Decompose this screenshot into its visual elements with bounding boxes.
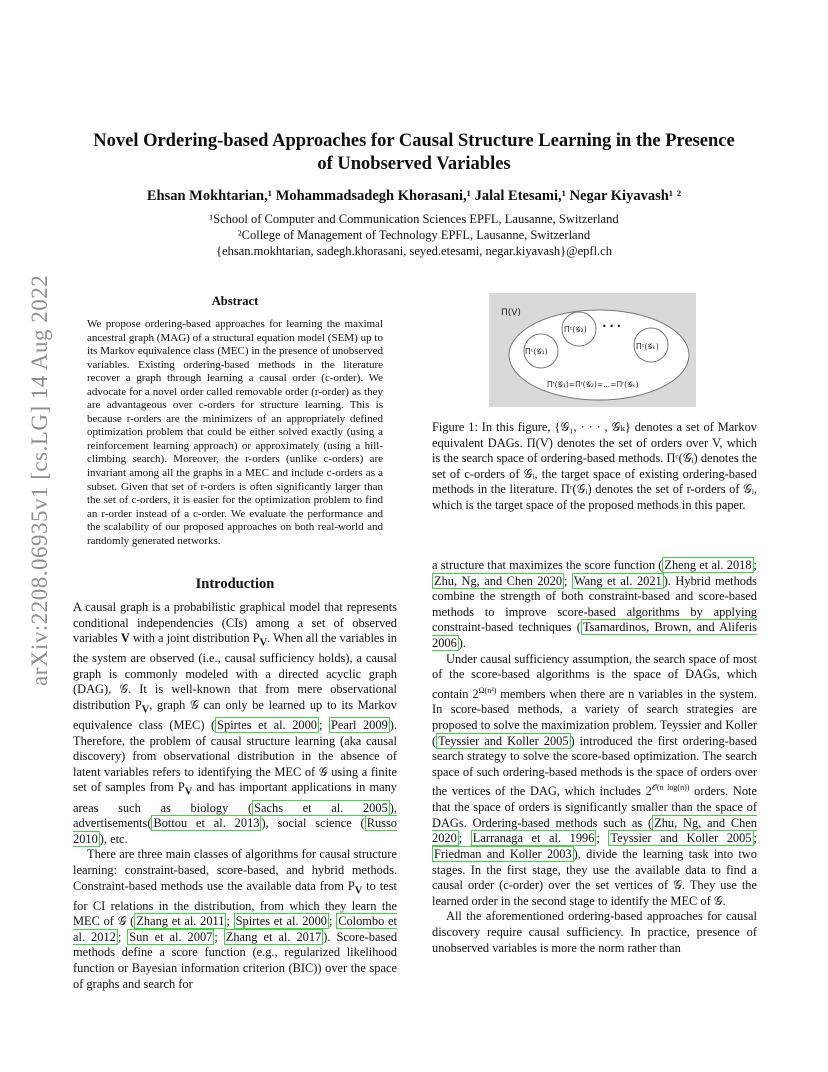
var-v: V bbox=[120, 631, 130, 646]
email-list: {ehsan.mokhtarian, sadegh.khorasani, seyed.etesami, negar.kiyavash}@epfl.ch bbox=[216, 244, 612, 258]
right-paragraph-2 bbox=[432, 652, 757, 910]
label-r-orders: Πʳ(𝒢₁)=Πʳ(𝒢₂)=...=Πʳ(𝒢ₖ) bbox=[547, 380, 639, 389]
text: A causal graph is a probabilistic graphical model that represents conditional independencies (CIs) among a set of observed variables bbox=[73, 600, 397, 646]
text: ). Hybrid methods combine the strength of both constraint-based and score-based methods to improve score-based algorithms by applying constraint-based techniques ( bbox=[432, 573, 757, 635]
figure-1-caption: Figure 1: In this figure, {𝒢₁, · · · , 𝒢ₖ} denotes a set of Markov equivalent DAGs. Π(V) denotes the set of orders over V, which is the search space of ordering-based methods. Πᶜ(𝒢ᵢ) denotes the set of c-orders of 𝒢ᵢ, the target space of existing ordering-based methods in the literature. Πʳ(𝒢ᵢ) denotes the set of r-orders of 𝒢ᵢ, which is the target space of the proposed methods in this paper. bbox=[432, 420, 757, 512]
text: There are three main classes of algorithms for causal structure learning: constraint-based, score-based, and hybrid methods. Constraint-based methods use the available data from P bbox=[73, 847, 397, 893]
text: ), social science ( bbox=[261, 816, 365, 831]
text: ; bbox=[117, 929, 128, 944]
citation-link[interactable]: Sachs et al. 2005 bbox=[254, 800, 388, 815]
ellipsis-dots: • • • bbox=[602, 322, 622, 331]
text: with a joint distribution P bbox=[129, 631, 260, 646]
text: ), divide the learning task into two stages. In the first stage, they use the available data to find a causal order (c-order) over the set vertices of 𝒢. They use the learned order in the second stage to identify the MEC of 𝒢. bbox=[432, 846, 757, 908]
abstract-text: We propose ordering-based approaches for learning the maximal ancestral graph (MAG) of a structural equation model (SEM) up to its Markov equivalence class (MEC) in the presence of unobserved variables. Existing ordering-based methods in the literature recover a graph through learning a causal order (c-order). We advocate for a novel order called removable order (r-order) as they are advantageous over c-orders for structure learning. This is because r-orders are the minimizers of an appropriately defined optimization problem that could be either solved exactly (using a reinforcement learning approach) or approximately (using a hill-climbing search). Moreover, the r-orders (unlike c-orders) are invariant among all the graphs in a MEC and include c-orders as a subset. Given that set of r-orders is often significantly larger than the set of c-orders, it is easier for the optimization problem to find an r-order instead of a c-order. We evaluate the performance and the scalability of our proposed approaches on both real-world and randomly generated networks. bbox=[87, 318, 383, 547]
sub-v: V bbox=[141, 704, 150, 716]
superscript: 𝒪(n log(n)) bbox=[651, 783, 690, 793]
label-pic-gk: Πᶜ(𝒢ₖ) bbox=[636, 342, 659, 351]
text: ; bbox=[329, 914, 337, 929]
introduction-heading: Introduction bbox=[195, 576, 275, 592]
text: ; bbox=[753, 558, 757, 572]
citation-link[interactable]: Bottou et al. 2013 bbox=[153, 816, 260, 831]
affiliation-2: ²College of Management of Technology EPFL, Lausanne, Switzerland bbox=[237, 228, 591, 242]
citation-link[interactable]: Zheng et al. 2018 bbox=[664, 558, 752, 572]
introduction-left-column bbox=[73, 600, 397, 992]
right-paragraph-3: All the aforementioned ordering-based approaches for causal discovery require causal sufficiency. In practice, presence of unobserved variables is more the norm rather than bbox=[432, 909, 757, 955]
citation-link[interactable]: Zhu, Ng, and Chen 2020 bbox=[434, 573, 563, 588]
text: ; bbox=[564, 573, 572, 588]
paper-title bbox=[70, 130, 758, 176]
citation-link[interactable]: Colombo et al. 2012 bbox=[73, 914, 397, 944]
right-paragraph-1 bbox=[432, 558, 757, 652]
citation-link[interactable]: Zhu, Ng, and Chen 2020 bbox=[432, 815, 758, 846]
citation-link[interactable]: Zhang et al. 2017 bbox=[225, 929, 322, 944]
text: ). Therefore, the problem of causal structure learning (aka causal discovery) from observational distribution in the absence of latent variables refers to identifying the MEC of 𝒢 using a finite set of samples from P bbox=[73, 718, 398, 795]
text: ; bbox=[226, 914, 234, 929]
text: . When all the variables in the system are observed (i.e., causal sufficiency holds), a causal graph is commonly modeled with a directed acyclic graph (DAG), 𝒢. It is well-known that from mere observational distribution P bbox=[73, 631, 397, 713]
text: , graph 𝒢 can only be learned up to its Markov equivalence class (MEC) ( bbox=[73, 698, 397, 733]
citation-link[interactable]: Zhang et al. 2011 bbox=[136, 914, 225, 929]
text: and has important applications in many areas such as biology ( bbox=[73, 780, 397, 815]
text: ). bbox=[458, 635, 467, 650]
citation-link[interactable]: Teyssier and Koller 2005 bbox=[610, 831, 752, 846]
sub-v: V bbox=[354, 884, 363, 896]
citation-link[interactable]: Spirtes et al. 2000 bbox=[217, 718, 317, 733]
intro-paragraph-1 bbox=[73, 600, 397, 847]
text: ) introduced the first ordering-based search strategy to solve the score-based optimization. The search space of such ordering-based methods is the space of orders over the vertices of the DAG, which includes 2 bbox=[432, 733, 757, 799]
text: ; bbox=[458, 831, 471, 846]
text: ). Score-based methods define a score function (e.g., regularized likelihood function or Bayesian information criterion (BIC)) over the space of graphs and search for bbox=[73, 929, 398, 991]
citation-link[interactable]: Teyssier and Koller 2005 bbox=[438, 733, 569, 748]
arxiv-identifier: arXiv:2208.06935v1 [cs.LG] 14 Aug 2022 bbox=[27, 274, 52, 686]
sub-v: V bbox=[184, 786, 193, 798]
abstract-heading: Abstract bbox=[211, 294, 259, 308]
figure-1-diagram bbox=[489, 293, 696, 407]
title-line-1: Novel Ordering-based Approaches for Causal Structure Learning in the Presence bbox=[93, 131, 735, 151]
title-line-2: of Unobserved Variables bbox=[317, 154, 511, 174]
superscript: Ω(n²) bbox=[478, 685, 497, 695]
text: ; bbox=[318, 718, 329, 733]
citation-link[interactable]: Spirtes et al. 2000 bbox=[235, 914, 328, 929]
intro-paragraph-2 bbox=[73, 847, 397, 992]
introduction-right-column bbox=[432, 558, 757, 956]
affiliation-1: ¹School of Computer and Communication Sciences EPFL, Lausanne, Switzerland bbox=[209, 212, 619, 226]
text: Under causal sufficiency assumption, the search space of most of the score-based algorithms is the space of DAGs, which contain 2 bbox=[432, 651, 757, 701]
text: ; bbox=[214, 929, 224, 944]
text: a structure that maximizes the score function ( bbox=[432, 558, 663, 572]
label-pic-g1: Πᶜ(𝒢₁) bbox=[525, 347, 548, 356]
text: ), advertisements( bbox=[73, 800, 397, 831]
citation-link[interactable]: Larranaga et al. 1996 bbox=[472, 831, 595, 846]
label-pi-v: Π(V) bbox=[501, 308, 521, 318]
text: members when there are n variables in the system. In score-based methods, a variety of search strategies are proposed to solve the maximization problem. Teyssier and Koller ( bbox=[432, 686, 758, 748]
text: ; bbox=[753, 831, 757, 846]
citation-link[interactable]: Sun et al. 2007 bbox=[129, 929, 213, 944]
citation-link[interactable]: Friedman and Koller 2003 bbox=[434, 846, 572, 861]
sub-v: V bbox=[259, 637, 268, 649]
citation-link[interactable]: Pearl 2009 bbox=[330, 718, 388, 733]
text: ), etc. bbox=[99, 831, 128, 846]
text: to test for CI relations in the distribution, from which they learn the MEC of 𝒢 ( bbox=[73, 878, 397, 929]
citation-link[interactable]: Russo 2010 bbox=[73, 816, 397, 846]
author-list: Ehsan Mokhtarian,¹ Mohammadsadegh Khorasani,¹ Jalal Etesami,¹ Negar Kiyavash¹ ² bbox=[146, 188, 682, 204]
citation-link[interactable]: Tsamardinos, Brown, and Aliferis 2006 bbox=[432, 620, 757, 650]
text: ; bbox=[596, 831, 609, 846]
citation-link[interactable]: Wang et al. 2021 bbox=[573, 573, 662, 588]
label-pic-g2: Πᶜ(𝒢₂) bbox=[564, 325, 587, 334]
text: orders. Note that the space of orders is significantly smaller than the space of DAGs. Ordering-based methods such as ( bbox=[432, 784, 757, 830]
figure-1-svg bbox=[489, 293, 696, 407]
